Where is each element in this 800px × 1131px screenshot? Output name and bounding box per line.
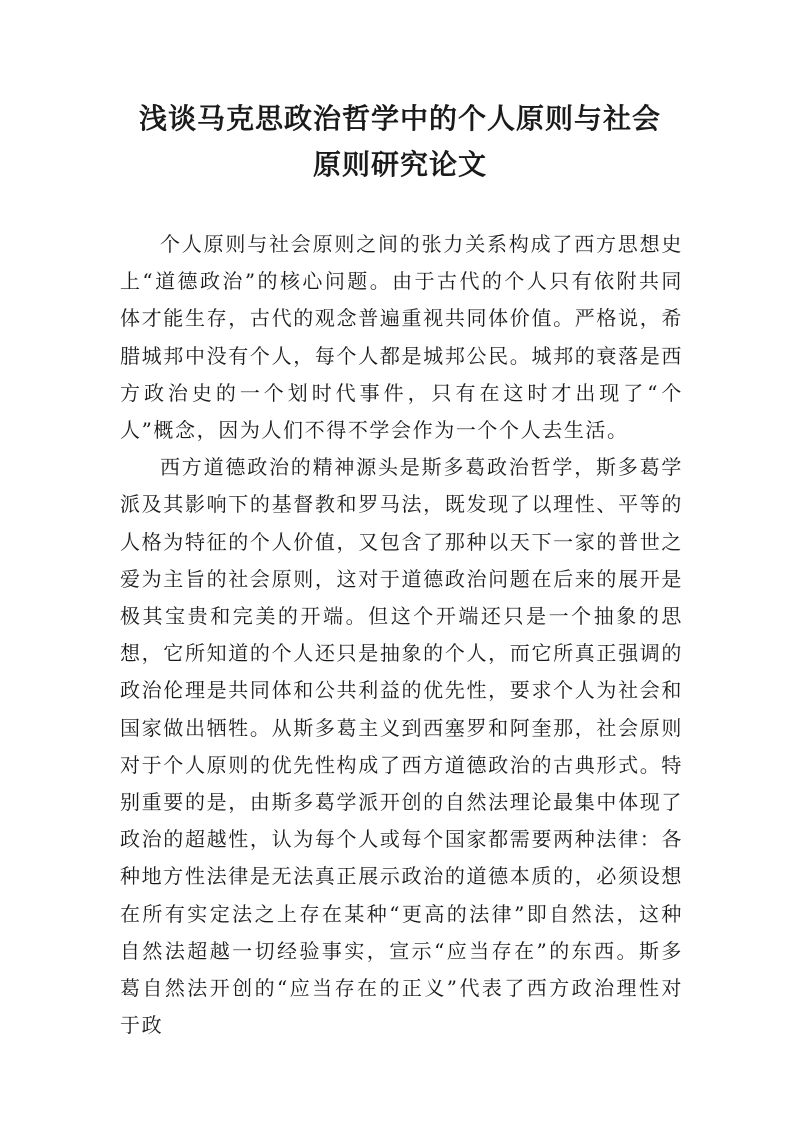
paragraph-1: 个人原则与社会原则之间的张力关系构成了西方思想史上“道德政治”的核心问题。由于古代的个人只有依附共同体才能生存，古代的观念普遍重视共同体价值。严格说，希腊城邦中没有个人，每个人都是城邦公民。城邦的衰落是西方政治史的一个划时代事件，只有在这时才出现了“个人”概念，因为人们不得不学会作为一个个人去生活。 — [120, 232, 683, 443]
document-title — [110, 96, 690, 188]
title-line-1: 浅谈马克思政治哲学中的个人原则与社会 — [138, 102, 661, 135]
document-body — [120, 226, 683, 1044]
title-line-2: 原则研究论文 — [312, 148, 487, 181]
paragraph-2: 西方道德政治的精神源头是斯多葛政治哲学，斯多葛学派及其影响下的基督教和罗马法，既发现了以理性、平等的人格为特征的个人价值，又包含了那种以天下一家的普世之爱为主旨的社会原则，这对于道德政治问题在后来的展开是极其宝贵和完美的开端。但这个开端还只是一个抽象的思想，它所知道的个人还只是抽象的个人，而它所真正强调的政治伦理是共同体和公共利益的优先性，要求个人为社会和国家做出牺牲。从斯多葛主义到西塞罗和阿奎那，社会原则对于个人原则的优先性构成了西方道德政治的古典形式。特别重要的是，由斯多葛学派开创的自然法理论最集中体现了政治的超越性，认为每个人或每个国家都需要两种法律：各种地方性法律是无法真正展示政治的道德本质的，必须设想在所有实定法之上存在某种“更高的法律”即自然法，这种自然法超越一切经验事实，宣示“应当存在”的东西。斯多葛自然法开创的“应当存在的正义”代表了西方政治理性对于政 — [120, 455, 683, 1038]
